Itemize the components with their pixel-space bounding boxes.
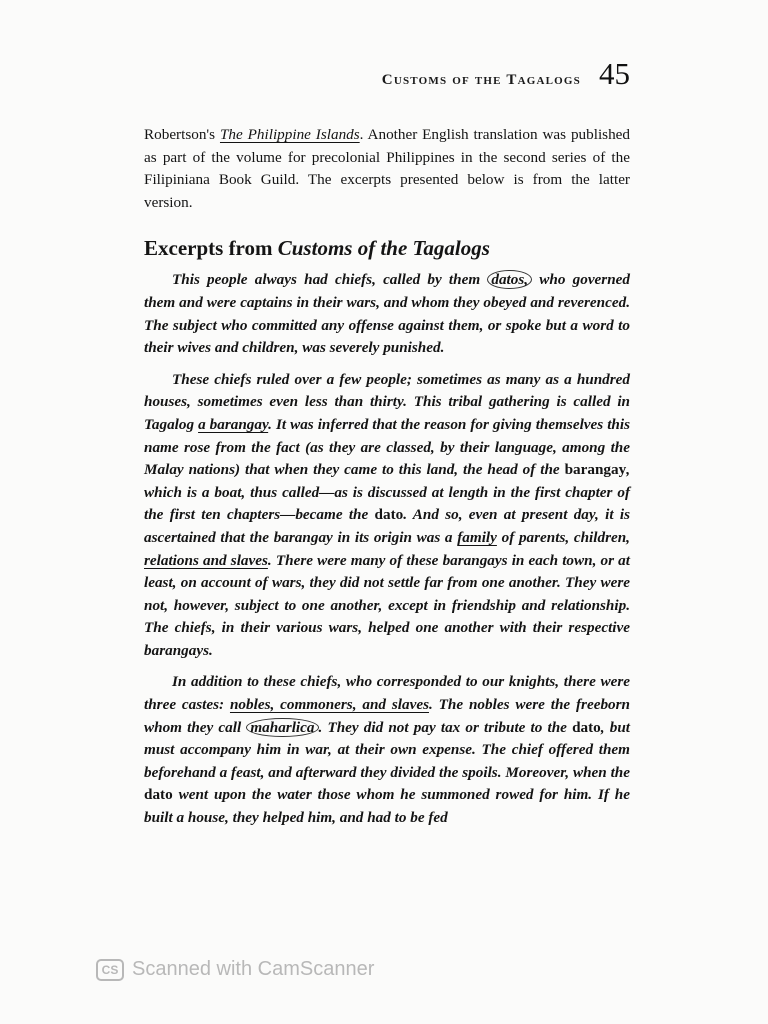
page-number: 45 (599, 56, 630, 91)
section-heading (144, 234, 630, 262)
body-text (144, 124, 630, 839)
heading-prefix: Excerpts from (144, 236, 278, 261)
underlined-term: a barangay (198, 415, 269, 433)
text-run: went upon the water those whom he summoned rowed for him. If he built a house, they helped him, and had to be fed (144, 786, 630, 827)
text-run: who governed them and were captains in their wars, and whom they obeyed and reverenced. The subject who committed any offense against them, or spoke but a word to their wives and children, was severely punished. (144, 271, 630, 357)
roman-term: barangay (564, 461, 627, 479)
excerpt-paragraph-1 (144, 269, 630, 359)
heading-title: Customs of the Tagalogs (277, 236, 490, 261)
running-head (382, 58, 630, 89)
underlined-term: nobles, commoners, and slaves (229, 696, 429, 714)
excerpt-paragraph-2 (144, 369, 630, 663)
text-run: These chiefs ruled over a few people; sometimes as many as a hundred houses, sometimes even less than thirty. This tribal gathering is called in Tagalog (144, 370, 630, 433)
text-run: . They did not pay tax or tribute to the (318, 718, 573, 736)
intro-paragraph (144, 124, 630, 214)
circled-term: datos, (487, 270, 532, 289)
text-run: of parents, children, (496, 528, 630, 546)
excerpt-paragraph-3 (144, 671, 630, 829)
intro-text-rest: . Another English translation was published as part of the volume for precolonial Philippines in the second series of the Filipiniana Book Guild. The excerpts presented below is from the latter version. (144, 126, 630, 211)
text-run: , but must accompany him in war, at their own expense. The chief offered them beforehand a feast, and afterward they divided the spoils. Moreover, when the (144, 718, 630, 781)
text-run: , which is a boat, thus called—as is discussed at length in the first chapter of the first ten chapters—became the (144, 461, 630, 524)
text-run: . There were many of these barangays in each town, or at least, on account of wars, they did not settle far from one another. They were not, however, subject to one another, except in friendship and relationship. The chiefs, in their various wars, helped one another with their respective barangays. (144, 551, 630, 659)
underlined-term: family (457, 528, 497, 546)
roman-term: dato (572, 718, 601, 736)
watermark-text: Scanned with CamScanner (132, 958, 375, 980)
excerpt (144, 269, 630, 829)
book-title: The Philippine Islands (219, 126, 360, 143)
text-run: . And so, even at present day, it is ascertained that the barangay in its origin was a (144, 506, 630, 546)
camscanner-logo-icon: CS (96, 959, 124, 981)
text-run: In addition to these chiefs, who corresponded to our knights, there were three castes: (144, 673, 630, 714)
running-head-title: Customs of the Tagalogs (381, 72, 581, 88)
text-run: . The nobles were the freeborn whom they call (144, 696, 630, 736)
intro-text: Robertson's (144, 126, 220, 143)
circled-term: maharlica (246, 718, 318, 737)
roman-term: dato (374, 506, 404, 524)
underlined-term: relations and slaves (144, 551, 268, 569)
text-run: This people always had chiefs, called by them (172, 271, 488, 289)
text-run: . It was inferred that the reason for giving themselves this name rose from the fact (as they are classed, by their language, among the Malay nations) that when they came to this land, the head of the (144, 415, 630, 479)
scanner-watermark (96, 958, 374, 981)
roman-term: dato (144, 786, 173, 804)
